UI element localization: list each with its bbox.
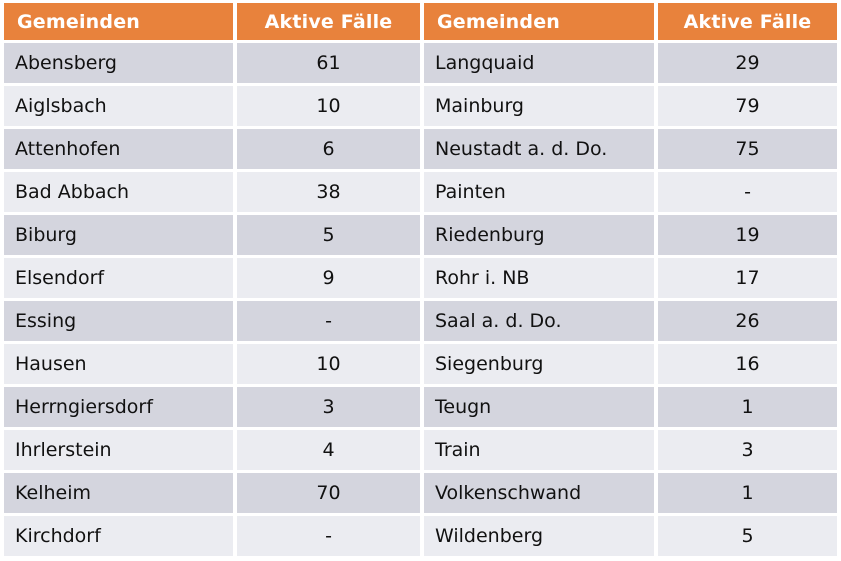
gemeinde-cell-right: Mainburg (424, 86, 654, 126)
cases-cell-left: 9 (237, 258, 420, 298)
header-gemeinden-left: Gemeinden (4, 3, 233, 40)
table-row (4, 344, 837, 384)
gemeinde-cell-left: Herrngiersdorf (4, 387, 233, 427)
cases-cell-left: - (237, 301, 420, 341)
gemeinde-cell-right: Rohr i. NB (424, 258, 654, 298)
gemeinde-cell-left: Attenhofen (4, 129, 233, 169)
cases-cell-right: 3 (658, 430, 837, 470)
table-row (4, 43, 837, 83)
cases-cell-left: 6 (237, 129, 420, 169)
gemeinde-cell-right: Neustadt a. d. Do. (424, 129, 654, 169)
cases-cell-right: 19 (658, 215, 837, 255)
gemeinde-cell-left: Ihrlerstein (4, 430, 233, 470)
cases-cell-left: 61 (237, 43, 420, 83)
table-row (4, 516, 837, 556)
gemeinde-cell-right: Volkenschwand (424, 473, 654, 513)
header-aktive-faelle-right: Aktive Fälle (658, 3, 837, 40)
cases-cell-right: 1 (658, 473, 837, 513)
cases-cell-left: 10 (237, 344, 420, 384)
table-header-row (4, 3, 837, 40)
cases-cell-left: - (237, 516, 420, 556)
gemeinde-cell-left: Abensberg (4, 43, 233, 83)
header-gemeinden-right: Gemeinden (424, 3, 654, 40)
gemeinde-cell-left: Bad Abbach (4, 172, 233, 212)
gemeinde-cell-left: Essing (4, 301, 233, 341)
cases-cell-left: 70 (237, 473, 420, 513)
cases-cell-right: - (658, 172, 837, 212)
gemeinde-cell-right: Teugn (424, 387, 654, 427)
cases-cell-right: 16 (658, 344, 837, 384)
table-row (4, 129, 837, 169)
table-row (4, 258, 837, 298)
cases-cell-right: 1 (658, 387, 837, 427)
gemeinde-cell-right: Siegenburg (424, 344, 654, 384)
table-row (4, 430, 837, 470)
cases-cell-right: 75 (658, 129, 837, 169)
table-row (4, 86, 837, 126)
table-row (4, 172, 837, 212)
gemeinde-cell-right: Wildenberg (424, 516, 654, 556)
gemeinde-cell-left: Kelheim (4, 473, 233, 513)
gemeinde-cell-left: Aiglsbach (4, 86, 233, 126)
cases-cell-left: 38 (237, 172, 420, 212)
cases-cell-right: 5 (658, 516, 837, 556)
gemeinde-cell-right: Train (424, 430, 654, 470)
gemeinde-cell-left: Elsendorf (4, 258, 233, 298)
header-aktive-faelle-left: Aktive Fälle (237, 3, 420, 40)
cases-cell-left: 5 (237, 215, 420, 255)
table-body (4, 43, 837, 556)
gemeinde-cell-right: Saal a. d. Do. (424, 301, 654, 341)
cases-cell-left: 10 (237, 86, 420, 126)
gemeinde-cell-right: Painten (424, 172, 654, 212)
gemeinde-cell-left: Kirchdorf (4, 516, 233, 556)
table-row (4, 473, 837, 513)
cases-cell-right: 17 (658, 258, 837, 298)
cases-cell-left: 3 (237, 387, 420, 427)
gemeinde-cell-left: Biburg (4, 215, 233, 255)
cases-cell-right: 79 (658, 86, 837, 126)
table-row (4, 215, 837, 255)
gemeinde-cell-right: Riedenburg (424, 215, 654, 255)
cases-cell-left: 4 (237, 430, 420, 470)
gemeinde-cell-left: Hausen (4, 344, 233, 384)
cases-cell-right: 26 (658, 301, 837, 341)
table-row (4, 301, 837, 341)
table-row (4, 387, 837, 427)
gemeinde-cell-right: Langquaid (424, 43, 654, 83)
cases-cell-right: 29 (658, 43, 837, 83)
